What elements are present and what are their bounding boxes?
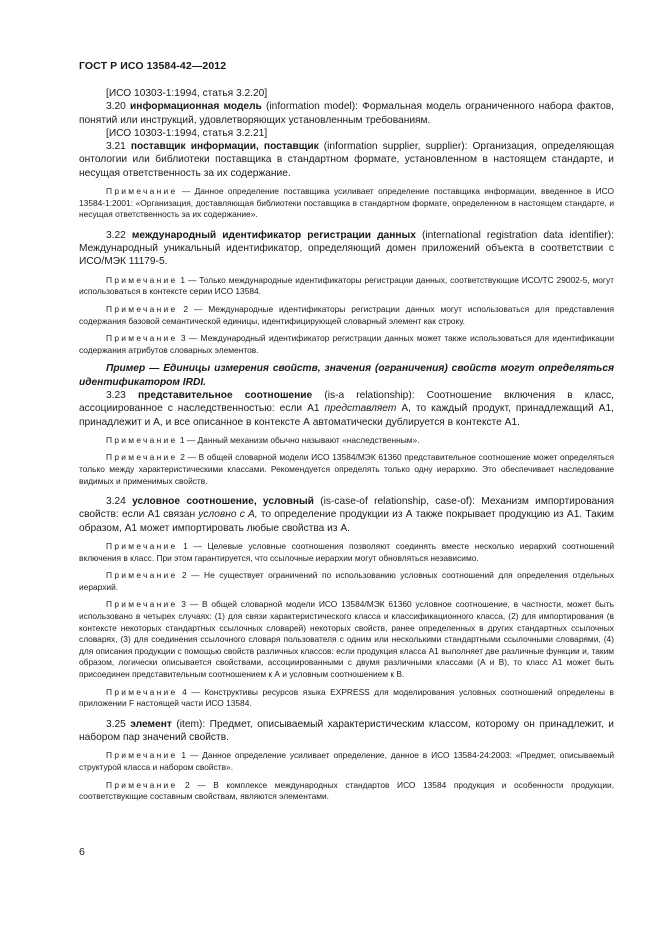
note-text: — Данный механизм обычно называют «наследственным». — [186, 434, 420, 445]
clause-number: 3.20 — [106, 101, 126, 113]
note — [79, 304, 614, 327]
note-label: Примечание — [106, 570, 178, 581]
note-text: — Только международные идентификаторы регистрации данных, соответствующие ИСО/ТС 29002-5, могут использоваться в контексте серии ИСО 13584. — [79, 274, 615, 297]
note-number: 4 — [182, 686, 187, 697]
note-label: Примечание — [106, 750, 178, 761]
document-header: ГОСТ Р ИСО 13584-42—2012 — [79, 60, 227, 72]
note — [79, 570, 614, 593]
definition-text: (information supplier, supplier): Организация, определяющая онтологии или библиотеки поставщика в стандартном формате, установленном в настоящем стандарте, и несущая ответственность за их содержание. — [79, 141, 615, 179]
note-number: 2 — [180, 452, 185, 463]
note-label: Примечание — [106, 434, 178, 445]
term: представительное соотношение — [137, 389, 313, 401]
example: Пример — Единицы измерения свойств, значения (ограничения) свойств могут определяться идентификатором IRDI. — [79, 363, 614, 388]
note — [79, 333, 614, 356]
definition-3-24 — [79, 495, 614, 535]
definition-text: (international registration data identifier): Международный уникальный идентификатор, определяющий домен приложений объекта в соответствии с ИСО/МЭК 11179-5. — [79, 229, 614, 268]
definition-italic: представляет — [324, 403, 397, 415]
note-number: 1 — [183, 541, 188, 552]
definition-3-22 — [79, 229, 614, 269]
term: элемент — [130, 718, 172, 730]
definition-text: (is-a relationship): Соотношение включения в класс, ассоциированное с наследственностью: если А1 — [79, 389, 614, 415]
note-number: 1 — [180, 274, 186, 285]
term: международный идентификатор регистрации данных — [131, 229, 416, 241]
definition-text: (item): Предмет, описываемый характеристическим классом, которому он принадлежит, и набором пар значений свойств. — [79, 718, 614, 744]
note — [79, 599, 614, 680]
clause-number: 3.24 — [106, 496, 126, 508]
clause-number: 3.25 — [106, 718, 126, 730]
page-number: 6 — [79, 846, 85, 858]
note-label: Примечание — [106, 599, 178, 610]
note-label: Примечание — [106, 686, 178, 697]
definition-text: (information model): Формальная модель ограниченного набора фактов, понятий или инструкций, удовлетворяющих установленным требованиям. — [79, 101, 614, 126]
note-text: — Международные идентификаторы регистрации данных могут использоваться для представления содержания базовой семантической единицы, идентифицирующей словарный элемент как строку. — [79, 303, 615, 326]
note-number: 2 — [183, 303, 189, 314]
note — [79, 275, 614, 298]
note — [79, 435, 614, 447]
note-label: Примечание — [106, 541, 178, 552]
note-number: 2 — [185, 779, 190, 790]
note-number: 2 — [181, 570, 187, 581]
note — [79, 452, 614, 487]
note-label: Примечание — [106, 186, 178, 197]
definition-3-23 — [79, 389, 614, 429]
note-label: Примечание — [106, 452, 178, 463]
note-label: Примечание — [106, 333, 178, 344]
note — [79, 750, 614, 773]
note-number: 3 — [181, 599, 186, 610]
note-number: 1 — [179, 434, 185, 445]
definition-3-20 — [79, 100, 614, 127]
definition-text: (is-case-of relationship, case-of): Механизм импортирования свойств: если А1 связан — [79, 496, 614, 521]
term: поставщик информации, поставщик — [130, 141, 319, 153]
note — [79, 687, 614, 710]
note-text: — Международный идентификатор регистрации данных может также использоваться для идентификации содержания атрибутов словарных элементов. — [79, 333, 615, 355]
clause-number: 3.21 — [106, 141, 126, 153]
reference-line: [ИСО 10303-1:1994, статья 3.2.21] — [106, 127, 268, 139]
reference-line: [ИСО 10303-1:1994, статья 3.2.20] — [106, 88, 268, 99]
note-text: — Данное определение поставщика усиливает определение поставщика информации, введенное в ИСО 13584-1:2001: «Организация, доставляющая библиотеки поставщика в стандартном формате, определенном в настоящем стандарте, и несущая ответственность за их содержание». — [79, 186, 615, 220]
note-text: — В комплексе международных стандартов ИСО 13584 продукция и особенности продукции, соответствующие составным свойствам, являются элементами. — [79, 779, 615, 802]
definition-3-25 — [79, 718, 614, 745]
definition-italic: условно с А, — [198, 509, 258, 521]
note-label: Примечание — [106, 303, 178, 314]
note-label: Примечание — [106, 779, 178, 790]
definition-text: то определение продукции из А также покрывает продукцию из А1. Таким образом, А1 может импортировать любые свойства из А. — [79, 509, 614, 534]
page-content — [79, 87, 614, 803]
note-text: — Не существует ограничений по использованию условных соотношений для определения отдельных иерархий. — [79, 570, 615, 592]
term: условное соотношение, условный — [132, 496, 314, 508]
note — [79, 780, 614, 803]
clause-number: 3.22 — [106, 229, 126, 241]
note — [79, 186, 614, 221]
note-label: Примечание — [106, 274, 178, 285]
note — [79, 541, 614, 564]
note-number: 3 — [180, 333, 186, 344]
note-text: — Конструктивы ресурсов языка EXPRESS для моделирования условных соотношений определены в приложении F настоящей части ИСО 13584. — [79, 686, 615, 709]
definition-text: А, то каждый продукт, принадлежащий А1, принадлежит и А, и все описанное в контексте А автоматически дублируется в контексте А1. — [79, 403, 614, 428]
note-number: 1 — [181, 750, 187, 761]
term: информационная модель — [130, 101, 262, 113]
clause-number: 3.23 — [106, 389, 126, 401]
definition-3-21 — [79, 140, 614, 180]
note-text: — В общей словарной модели ИСО 13584/МЭК 61360 представительное соотношение может определяться только между характеристическими классами. Рекомендуется определять только одну иерархию. Это обеспечивает наследование видимых и применимых свойств. — [79, 452, 614, 486]
note-text: — Целевые условные соотношения позволяют соединять вместе несколько иерархий соотношений включения в класс. При этом гарантируется, что ссылочные иерархии могут обновляться независимо. — [79, 541, 614, 563]
note-text: — Данное определение усиливает определение, данное в ИСО 13584-24:2003: «Предмет, описываемый структурой класса и набором свойств». — [79, 750, 615, 772]
note-text: — В общей словарной модели ИСО 13584/МЭК 61360 условное соотношение, в частности, может быть использовано в четырех случаях: (1) для связи характеристического класса и классификационного класса, (2) для импортирования (в контексте некоторых стандартных ссылочных словарей) некоторых свойств, ранее определенных в других стандартных ссылочных словарях, (3) для соединения ссылочного словаря пользователя с одним или несколькими стандартными ссылочными словарями, (4) для описания продукции с помощью свойств различных классов: если продукция класса А1 выполняет две различные функции и, таким образом, логически описывается свойствами, ассоциированными с двумя различными классами (А и В), то класс А1 может быть присоединен представительным соотношением к А и условным соотношением к В. — [79, 599, 614, 679]
